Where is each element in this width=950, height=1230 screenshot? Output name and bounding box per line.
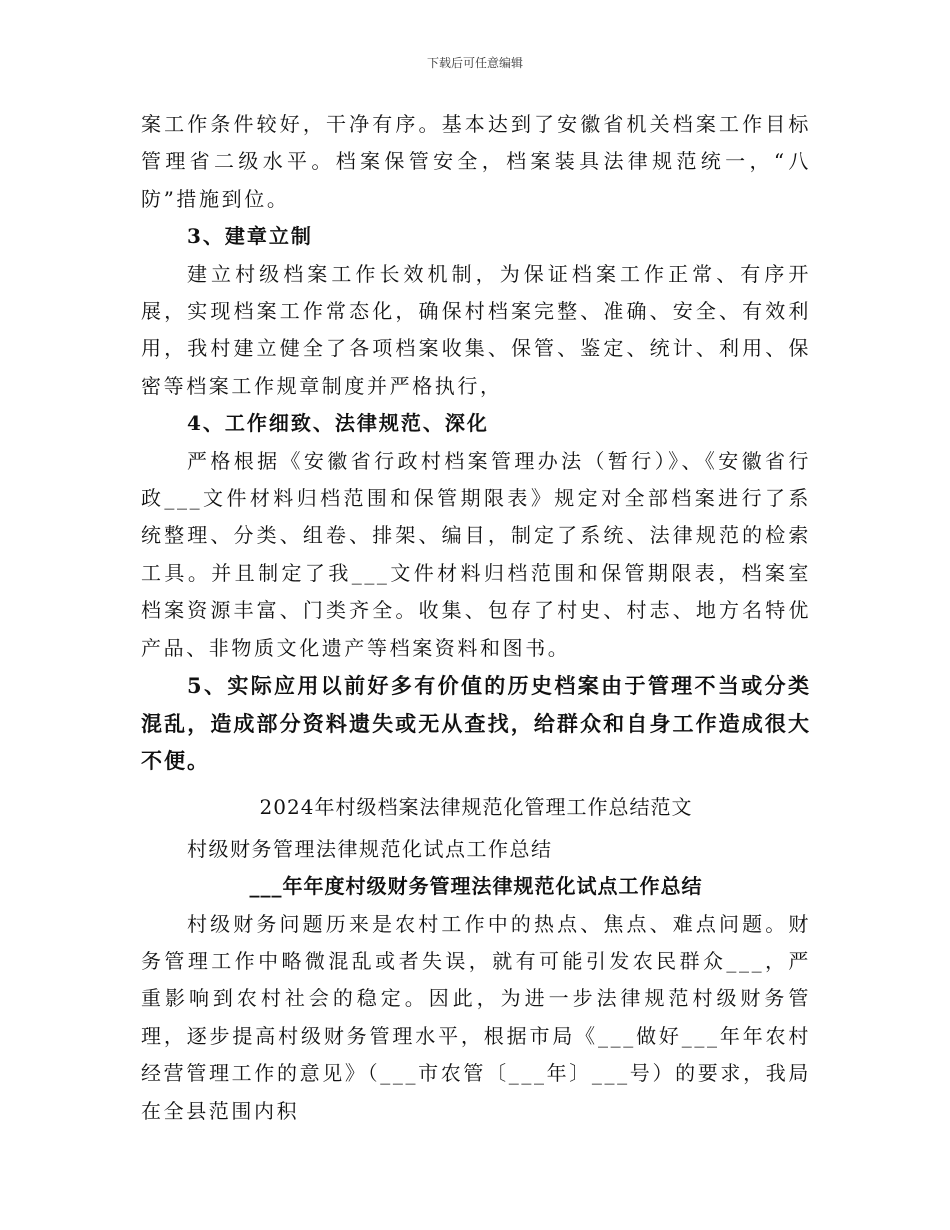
subtitle-bold: ___年年度村级财务管理法律规范化试点工作总结 (249, 874, 703, 899)
document-body (141, 106, 811, 1130)
section-heading: 4、工作细致、法律规范、深化 (187, 411, 489, 436)
section-heading: 3、建章立制 (187, 224, 313, 249)
document-title: 2024年村级档案法律规范化管理工作总结范文 (259, 795, 693, 820)
paragraph: 严格根据《安徽省行政村档案管理办法（暂行）》、《安徽省行政___文件材料归档范围和保管期限表》规定对全部档案进行了系统整理、分类、组卷、排架、编目，制定了系统、法律规范的检索工具。并且制定了我___文件材料归档范围和保管期限表，档案室档案资源丰富、门类齐全。收集、包存了村史、村志、地方名特优产品、非物质文化遗产等档案资料和图书。 (141, 448, 811, 660)
paragraph: 村级财务问题历来是农村工作中的热点、焦点、难点问题。财务管理工作中略微混乱或者失误，就有可能引发农民群众___，严重影响到农村社会的稳定。因此，为进一步法律规范村级财务管理，逐步提高村级财务管理水平，根据市局《___做好___年年农村经营管理工作的意见》（___市农管〔___年〕___号）的要求，我局在全县范围内积 (141, 911, 811, 1123)
paragraph: 建立村级档案工作长效机制，为保证档案工作正常、有序开展，实现档案工作常态化，确保村档案完整、准确、安全、有效利用，我村建立健全了各项档案收集、保管、鉴定、统计、利用、保密等档案工作规章制度并严格执行， (141, 261, 811, 398)
section-heading-bold: 5、实际应用以前好多有价值的历史档案由于管理不当或分类混乱，造成部分资料遗失或无从查找，给群众和自身工作造成很大不便。 (141, 673, 811, 773)
paragraph: 案工作条件较好，干净有序。基本达到了安徽省机关档案工作目标管理省二级水平。档案保管安全，档案装具法律规范统一，“八防”措施到位。 (141, 112, 811, 211)
subtitle: 村级财务管理法律规范化试点工作总结 (187, 836, 553, 861)
page-header: 下载后可任意编辑 (426, 56, 523, 70)
